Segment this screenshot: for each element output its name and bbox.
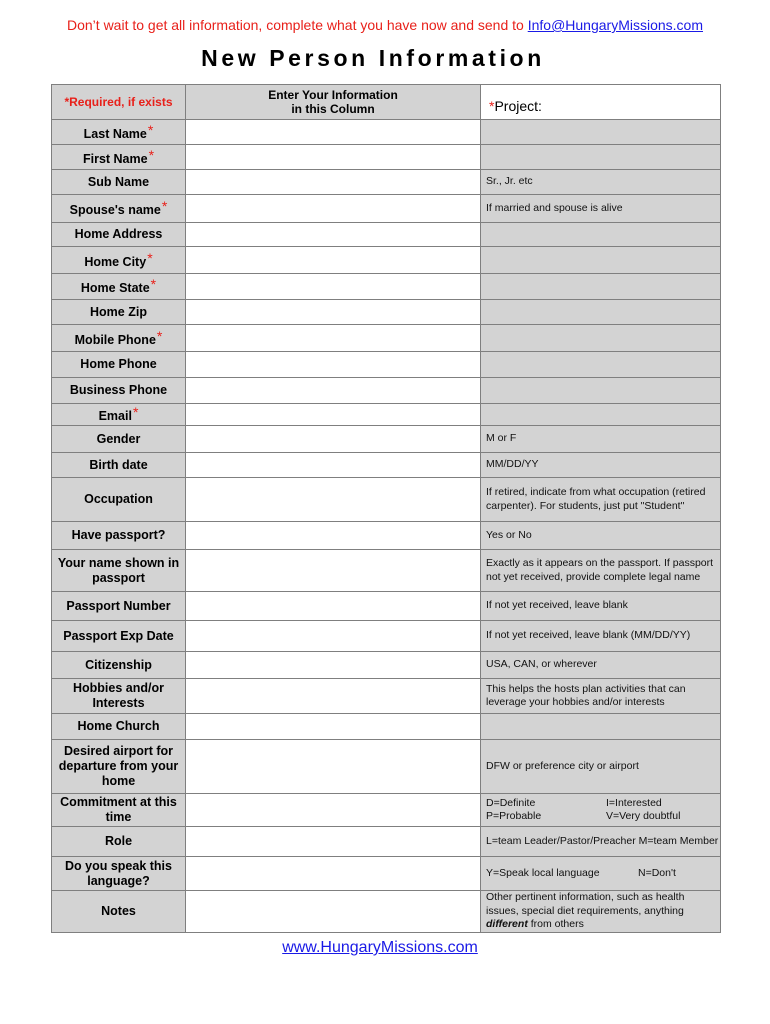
field-label-cell xyxy=(52,740,186,794)
sub-name-input[interactable] xyxy=(186,175,480,189)
form-row-occupation xyxy=(52,478,721,522)
notes-hint-emphasis: different xyxy=(486,918,528,930)
field-label: First Name xyxy=(82,151,148,166)
field-label-cell xyxy=(52,247,186,274)
field-hint: M or F xyxy=(486,432,517,445)
field-hint-cell xyxy=(481,426,721,453)
form-row-email xyxy=(52,404,721,426)
form-row-passport-number xyxy=(52,592,721,621)
field-input-cell xyxy=(186,195,481,223)
field-label: Birth date xyxy=(89,457,148,472)
field-hint-cell xyxy=(481,170,721,195)
hint-probable: P=Probable xyxy=(486,810,542,822)
field-hint: DFW or preference city or airport xyxy=(486,759,639,772)
required-note: *Required, if exists xyxy=(64,94,173,109)
required-asterisk: * xyxy=(132,404,139,420)
form-row-sub-name xyxy=(52,170,721,195)
field-input-cell xyxy=(186,223,481,247)
field-hint: USA, CAN, or wherever xyxy=(486,658,597,671)
enter-info-line1: Enter Your Information xyxy=(268,88,398,102)
email-link[interactable]: Info@HungaryMissions.com xyxy=(527,17,703,33)
field-label-cell xyxy=(52,404,186,426)
enter-info-line2: in this Column xyxy=(291,102,375,116)
hint-very-doubtful: V=Very doubtful xyxy=(606,810,681,822)
field-label: Sub Name xyxy=(87,174,150,189)
field-hint-cell xyxy=(481,794,721,827)
required-asterisk: * xyxy=(147,121,154,138)
spouse-s-name-input[interactable] xyxy=(186,202,480,216)
hint-speak: Y=Speak local language xyxy=(486,866,600,879)
required-asterisk: * xyxy=(156,327,163,344)
field-hint-cell xyxy=(481,740,721,794)
field-input-cell xyxy=(186,679,481,714)
field-label-cell xyxy=(52,170,186,195)
field-label: Business Phone xyxy=(69,383,168,397)
field-label: Citizenship xyxy=(85,657,152,672)
notes-hint-after: from others xyxy=(527,918,584,930)
field-input-cell xyxy=(186,325,481,352)
field-input-cell xyxy=(186,891,481,933)
field-hint-cell xyxy=(481,891,721,933)
field-hint: If married and spouse is alive xyxy=(486,201,623,214)
field-label: Mobile Phone xyxy=(74,332,156,347)
form-row-notes xyxy=(52,891,721,933)
field-input-cell xyxy=(186,592,481,621)
home-city-input[interactable] xyxy=(186,253,480,267)
notice-banner xyxy=(0,17,770,33)
occupation-input[interactable] xyxy=(186,493,480,507)
field-input-cell xyxy=(186,550,481,592)
field-hint-cell xyxy=(481,274,721,300)
field-hint: L=team Leader/Pastor/Preacher M=team Member xyxy=(486,834,719,847)
hint-definite: D=Definite xyxy=(486,796,536,809)
field-label: Desired airport for departure from your home xyxy=(58,744,179,788)
form-row-gender xyxy=(52,426,721,453)
field-label-cell xyxy=(52,794,186,827)
field-input-cell xyxy=(186,145,481,170)
field-hint-cell xyxy=(481,120,721,145)
have-passport-input[interactable] xyxy=(186,529,480,543)
field-hint-cell xyxy=(481,300,721,325)
form-row-have-passport xyxy=(52,522,721,550)
form-row-commitment-at-this-time xyxy=(52,794,721,827)
field-label: Passport Number xyxy=(66,598,171,613)
field-label: Home Zip xyxy=(90,304,147,319)
passport-number-input[interactable] xyxy=(186,599,480,613)
field-label-cell xyxy=(52,714,186,740)
passport-exp-date-input[interactable] xyxy=(186,629,480,643)
field-hint-cell xyxy=(481,478,721,522)
gender-input[interactable] xyxy=(186,432,480,446)
field-label: Last Name xyxy=(83,126,147,141)
field-label-cell xyxy=(52,426,186,453)
field-input-cell xyxy=(186,170,481,195)
header-row xyxy=(52,85,721,120)
last-name-input[interactable] xyxy=(186,125,480,139)
field-hint-cell xyxy=(481,145,721,170)
form-row-business-phone xyxy=(52,378,721,404)
field-hint-cell xyxy=(481,621,721,652)
field-label-cell xyxy=(52,478,186,522)
field-input-cell xyxy=(186,621,481,652)
form-row-first-name xyxy=(52,145,721,170)
required-asterisk: * xyxy=(150,276,157,292)
field-label-cell xyxy=(52,274,186,300)
project-header xyxy=(481,85,721,120)
role-input[interactable] xyxy=(186,835,480,849)
hint-dont: N=Don't xyxy=(638,866,676,879)
field-label-cell xyxy=(52,592,186,621)
field-hint-cell xyxy=(481,195,721,223)
field-label: Email xyxy=(98,409,132,423)
field-label: Notes xyxy=(101,903,136,918)
desired-airport-for-departure-from-your-home-input[interactable] xyxy=(186,760,480,774)
home-address-input[interactable] xyxy=(186,228,480,242)
form-row-home-phone xyxy=(52,352,721,378)
field-label-cell xyxy=(52,145,186,170)
field-label-cell xyxy=(52,621,186,652)
field-hint-cell xyxy=(481,223,721,247)
form-row-do-you-speak-this-language xyxy=(52,857,721,891)
field-hint-cell xyxy=(481,714,721,740)
field-label: Gender xyxy=(96,431,141,446)
field-input-cell xyxy=(186,794,481,827)
field-input-cell xyxy=(186,857,481,891)
field-label-cell xyxy=(52,652,186,679)
field-label-cell xyxy=(52,325,186,352)
field-hint-cell xyxy=(481,352,721,378)
form-row-home-city xyxy=(52,247,721,274)
required-asterisk: * xyxy=(147,249,153,266)
field-label: Your name shown in passport xyxy=(57,555,180,585)
project-label: Project: xyxy=(494,98,542,114)
field-input-cell xyxy=(186,300,481,325)
your-name-shown-in-passport-input[interactable] xyxy=(186,564,480,578)
field-input-cell xyxy=(186,247,481,274)
field-input-cell xyxy=(186,453,481,478)
field-hint-cell xyxy=(481,325,721,352)
mobile-phone-input[interactable] xyxy=(186,331,480,345)
field-input-cell xyxy=(186,652,481,679)
home-phone-input[interactable] xyxy=(186,358,480,372)
field-label-cell xyxy=(52,223,186,247)
field-hint-cell xyxy=(481,592,721,621)
page-title: New Person Information xyxy=(201,45,545,71)
first-name-input[interactable] xyxy=(186,150,480,164)
field-label: Home Phone xyxy=(80,357,157,371)
footer xyxy=(0,939,760,957)
notes-hint-before: Other pertinent information, such as health issues, special diet requirements, anything xyxy=(486,891,685,917)
form-row-hobbies-and-or-interests xyxy=(52,679,721,714)
field-label-cell xyxy=(52,857,186,891)
field-label-cell xyxy=(52,378,186,404)
field-label: Hobbies and/or Interests xyxy=(73,681,164,710)
field-hint-cell xyxy=(481,857,721,891)
commitment-line2 xyxy=(486,810,720,824)
field-hint-cell xyxy=(481,550,721,592)
field-input-cell xyxy=(186,426,481,453)
business-phone-input[interactable] xyxy=(186,384,480,398)
field-input-cell xyxy=(186,827,481,857)
field-hint: Sr., Jr. etc xyxy=(486,175,533,188)
form-row-citizenship xyxy=(52,652,721,679)
do-you-speak-this-language-input[interactable] xyxy=(186,867,480,881)
field-label: Role xyxy=(104,834,133,848)
field-label: Have passport? xyxy=(71,528,166,542)
field-input-cell xyxy=(186,404,481,426)
field-hint-cell xyxy=(481,378,721,404)
form-row-home-zip xyxy=(52,300,721,325)
citizenship-input[interactable] xyxy=(186,658,480,672)
language-hint xyxy=(486,867,720,881)
field-hint-cell xyxy=(481,453,721,478)
field-label-cell xyxy=(52,195,186,223)
home-church-input[interactable] xyxy=(186,720,480,734)
field-hint: If not yet received, leave blank (MM/DD/YY) xyxy=(486,629,691,642)
field-input-cell xyxy=(186,352,481,378)
form-row-your-name-shown-in-passport xyxy=(52,550,721,592)
field-input-cell xyxy=(186,478,481,522)
field-input-cell xyxy=(186,714,481,740)
field-input-cell xyxy=(186,274,481,300)
field-hint-cell xyxy=(481,679,721,714)
field-hint-cell xyxy=(481,247,721,274)
field-label: Occupation xyxy=(84,492,153,506)
field-label: Home Address xyxy=(74,227,163,241)
notes-input[interactable] xyxy=(186,904,480,918)
commitment-line1 xyxy=(486,797,720,811)
field-label-cell xyxy=(52,453,186,478)
field-label-cell xyxy=(52,300,186,325)
field-hint: Exactly as it appears on the passport. If passport not yet received, provide complete legal name xyxy=(486,557,714,583)
field-hint: Yes or No xyxy=(486,528,532,541)
form-row-spouse-s-name xyxy=(52,195,721,223)
field-label: Do you speak this language? xyxy=(65,858,172,888)
field-label-cell xyxy=(52,352,186,378)
form-row-home-church xyxy=(52,714,721,740)
field-label: Passport Exp Date xyxy=(63,628,174,643)
email-input[interactable] xyxy=(186,408,480,422)
form-row-mobile-phone xyxy=(52,325,721,352)
field-label-cell xyxy=(52,891,186,933)
field-hint: This helps the hosts plan activities that can leverage your hobbies and/or interests xyxy=(486,682,686,708)
field-input-cell xyxy=(186,120,481,145)
field-hint-cell xyxy=(481,652,721,679)
website-link[interactable]: www.HungaryMissions.com xyxy=(282,939,478,956)
field-label-cell xyxy=(52,827,186,857)
form-row-home-address xyxy=(52,223,721,247)
field-hint-cell xyxy=(481,404,721,426)
form-row-birth-date xyxy=(52,453,721,478)
field-hint-cell xyxy=(481,522,721,550)
field-label-cell xyxy=(52,120,186,145)
field-hint: If not yet received, leave blank xyxy=(486,599,628,612)
hint-interested: I=Interested xyxy=(606,796,662,809)
form-row-last-name xyxy=(52,120,721,145)
birth-date-input[interactable] xyxy=(186,458,480,472)
required-asterisk: * xyxy=(161,198,168,214)
form-row-role xyxy=(52,827,721,857)
home-state-input[interactable] xyxy=(186,280,480,294)
field-label: Home City xyxy=(84,254,147,269)
enter-info-header xyxy=(186,85,481,120)
field-label: Home State xyxy=(80,281,150,295)
form-row-home-state xyxy=(52,274,721,300)
person-form-table xyxy=(51,84,721,933)
notice-text: Don’t wait to get all information, complete what you have now and send to xyxy=(67,17,528,33)
commitment-at-this-time-input[interactable] xyxy=(186,803,480,817)
form-row-passport-exp-date xyxy=(52,621,721,652)
required-note-cell xyxy=(52,85,186,120)
field-label-cell xyxy=(52,522,186,550)
field-hint-cell xyxy=(481,827,721,857)
field-hint: If retired, indicate from what occupation (retired carpenter). For students, just put "Student" xyxy=(486,486,706,512)
hobbies-and-or-interests-input[interactable] xyxy=(186,689,480,703)
required-asterisk: * xyxy=(148,146,155,163)
field-label: Home Church xyxy=(77,719,160,733)
field-label: Commitment at this time xyxy=(60,795,177,824)
project-required-mark: * xyxy=(489,98,495,114)
home-zip-input[interactable] xyxy=(186,305,480,319)
field-label: Spouse's name xyxy=(69,203,161,217)
field-label-cell xyxy=(52,550,186,592)
field-input-cell xyxy=(186,740,481,794)
field-label-cell xyxy=(52,679,186,714)
field-input-cell xyxy=(186,378,481,404)
field-input-cell xyxy=(186,522,481,550)
form-row-desired-airport-for-departure-from-your-home xyxy=(52,740,721,794)
field-hint: MM/DD/YY xyxy=(486,458,539,471)
